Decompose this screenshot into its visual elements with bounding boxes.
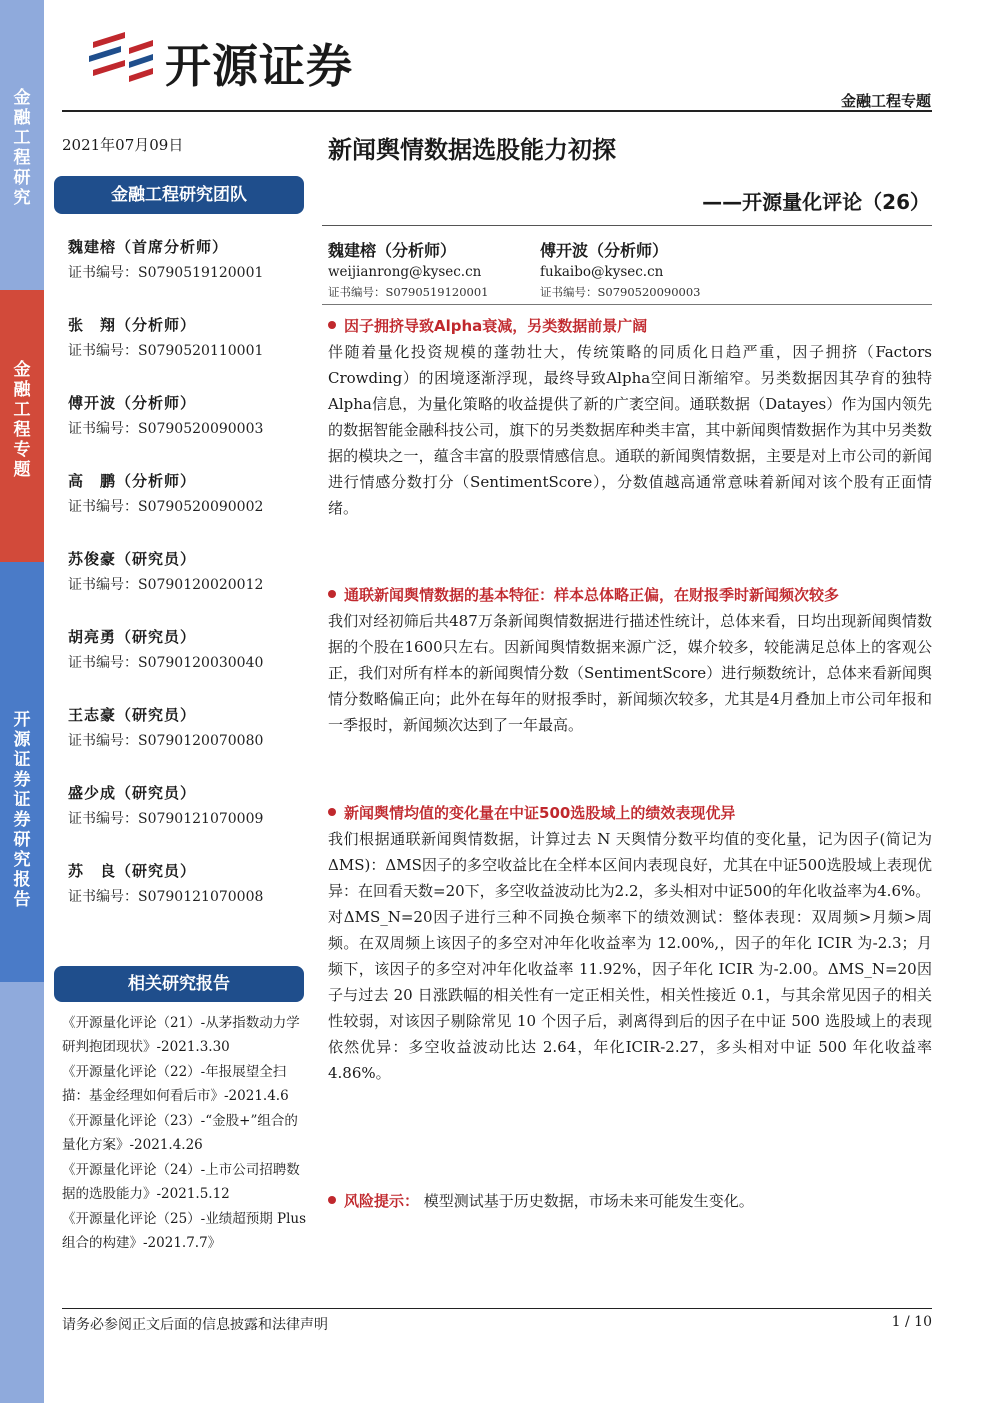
author-block [328,238,528,300]
author-license: 证书编号：S0790519120001 [328,285,489,299]
bullet-icon [328,808,336,816]
footer-disclaimer: 请务必参阅正文后面的信息披露和法律声明 [62,1317,328,1333]
page-subtitle: ——开源量化评论（26） [702,190,930,214]
author-email[interactable]: fukaibo@kysec.cn [540,264,664,280]
analyst-name: 傅开波（分析师） [68,394,197,412]
brand-logo-icon [85,28,165,88]
analyst-name: 苏 良（研究员） [68,862,197,880]
analyst-license: 证书编号：S0790121070008 [68,889,264,905]
section-paragraph: 我们对经初筛后共487万条新闻舆情数据进行描述性统计，总体来看，日均出现新闻舆情数据的个股在1600只左右。因新闻舆情数据来源广泛，媒介较多，较能满足总体上的客观公正，我们对所有样本的新闻舆情分数（SentimentScore）进行频数统计，总体来看新闻舆情分数略偏正向；此外在每年的财报季时，新闻频次较多，尤其是4月叠加上市公司年报和一季报时，新闻频次达到了一年最高。 [328,612,932,734]
analyst-license: 证书编号：S0790120020012 [68,577,264,593]
related-reports-header: 相关研究报告 [54,966,304,1002]
author-name: 傅开波（分析师） [540,241,669,260]
sidebar-label-topic: 金融工程专题 [13,360,31,480]
analyst-item [68,236,304,314]
related-report-link[interactable]: 《开源量化评论（23）-“金股+”组合的量化方案》-2021.4.26 [62,1113,298,1153]
report-date: 2021年07月09日 [62,136,184,154]
analyst-license: 证书编号：S0790120030040 [68,655,264,671]
risk-notice [328,1188,932,1214]
analyst-name: 高 鹏（分析师） [68,472,197,490]
bullet-icon [328,590,336,598]
related-reports-list [62,1012,308,1257]
analyst-name: 张 翔（分析师） [68,316,197,334]
related-report-link[interactable]: 《开源量化评论（21）-从茅指数动力学研判抱团现状》-2021.3.30 [62,1015,300,1055]
sidebar-label-research: 金融工程研究 [13,88,31,208]
related-report-link[interactable]: 《开源量化评论（24）-上市公司招聘数据的选股能力》-2021.5.12 [62,1162,300,1202]
analyst-license: 证书编号：S0790520090003 [68,421,264,437]
analyst-name: 胡亮勇（研究员） [68,628,197,646]
analyst-license: 证书编号：S0790121070009 [68,811,264,827]
page-number: 1 / 10 [891,1314,932,1330]
related-report-link[interactable]: 《开源量化评论（22）-年报展望全扫描：基金经理如何看后市》-2021.4.6 [62,1064,289,1104]
summary-section [328,582,932,738]
analyst-item [68,548,304,626]
author-divider [322,304,932,305]
bullet-icon [328,1196,336,1204]
analyst-list [68,236,304,938]
sidebar-stripe-red [0,290,44,562]
analyst-name: 盛少成（研究员） [68,784,197,802]
analyst-license: 证书编号：S0790120070080 [68,733,264,749]
summary-section [328,313,932,521]
section-heading: 新闻舆情均值的变化量在中证500选股域上的绩效表现优异 [328,800,932,826]
analyst-item [68,392,304,470]
report-category: 金融工程专题 [840,92,931,110]
author-name: 魏建榕（分析师） [328,241,457,260]
analyst-license: 证书编号：S0790520110001 [68,343,264,359]
section-heading: 因子拥挤导致Alpha衰减，另类数据前景广阔 [328,313,932,339]
sidebar-stripe-blue [0,562,44,1403]
page-title: 新闻舆情数据选股能力初探 [328,136,616,164]
analyst-name: 魏建榕（首席分析师） [68,238,229,256]
analyst-license: 证书编号：S0790520090002 [68,499,264,515]
analyst-license: 证书编号：S0790519120001 [68,265,264,281]
summary-section [328,800,932,1086]
risk-text: 模型测试基于历史数据，市场未来可能发生变化。 [423,1192,754,1210]
sidebar-stripe-light-top [0,0,44,290]
analyst-item [68,704,304,782]
author-block [540,238,740,300]
analyst-name: 王志豪（研究员） [68,706,197,724]
analyst-item [68,314,304,392]
analyst-item [68,860,304,938]
author-license: 证书编号：S0790520090003 [540,285,701,299]
section-paragraph: 我们根据通联新闻舆情数据，计算过去 N 天舆情分数平均值的变化量，记为因子(简记为ΔMS)：ΔMS因子的多空收益比在全样本区间内表现良好，尤其在中证500选股域上表现优异：在回看天数=20下，多空收益波动比为2.2，多头相对中证500的年化收益率为4.6%。 [328,830,932,900]
sidebar-label-securities: 开源证券 证券研究报告 [13,710,31,910]
analyst-item [68,470,304,548]
header-divider [62,110,932,112]
title-divider [322,225,932,226]
team-header: 金融工程研究团队 [54,176,304,214]
bullet-icon [328,321,336,329]
author-email[interactable]: weijianrong@kysec.cn [328,264,482,280]
footer-divider [62,1308,932,1309]
section-paragraph: 伴随着量化投资规模的蓬勃壮大，传统策略的同质化日趋严重，因子拥挤（Factors Crowding）的困境逐渐浮现，最终导致Alpha空间日渐缩窄。另类数据因其孕育的独特Alpha信息，为量化策略的收益提供了新的广袤空间。通联数据（Datayes）作为国内领先的数据智能金融科技公司，旗下的另类数据库种类丰富，其中新闻舆情数据作为其中另类数据的模块之一，蕴含丰富的股票情感信息。通联的新闻舆情数据，主要是对上市公司的新闻进行情感分数打分（SentimentScore），分数值越高通常意味着新闻对该个股有正面情绪。 [328,343,932,517]
analyst-item [68,626,304,704]
analyst-name: 苏俊豪（研究员） [68,550,197,568]
section-heading: 通联新闻舆情数据的基本特征：样本总体略正偏，在财报季时新闻频次较多 [328,582,932,608]
analyst-item [68,782,304,860]
section-paragraph: 对ΔMS_N=20因子进行三种不同换仓频率下的绩效测试：整体表现：双周频>月频>周频。在双周频上该因子的多空对冲年化收益率为 12.00%,，因子的年化 ICIR 为-2.3；月频下，该因子的多空对冲年化收益率 11.92%，因子年化 ICIR 为-2.00。ΔMS_N=20因子与过去 20 日涨跌幅的相关性有一定正相关性，相关性接近 0.1，与其余常见因子的相关性较弱，对该因子剔除常见 10 个因子后，剥离得到后的因子在中证 500 选股域上的表现依然优异：多空收益波动比达 2.64，年化ICIR-2.27，多头相对中证 500 年化收益率 4.86%。 [328,908,932,1082]
risk-label: 风险提示： [344,1192,420,1210]
related-report-link[interactable]: 《开源量化评论（25）-业绩超预期 Plus 组合的构建》-2021.7.7》 [62,1211,307,1251]
brand-name: 开源证券 [165,39,353,93]
